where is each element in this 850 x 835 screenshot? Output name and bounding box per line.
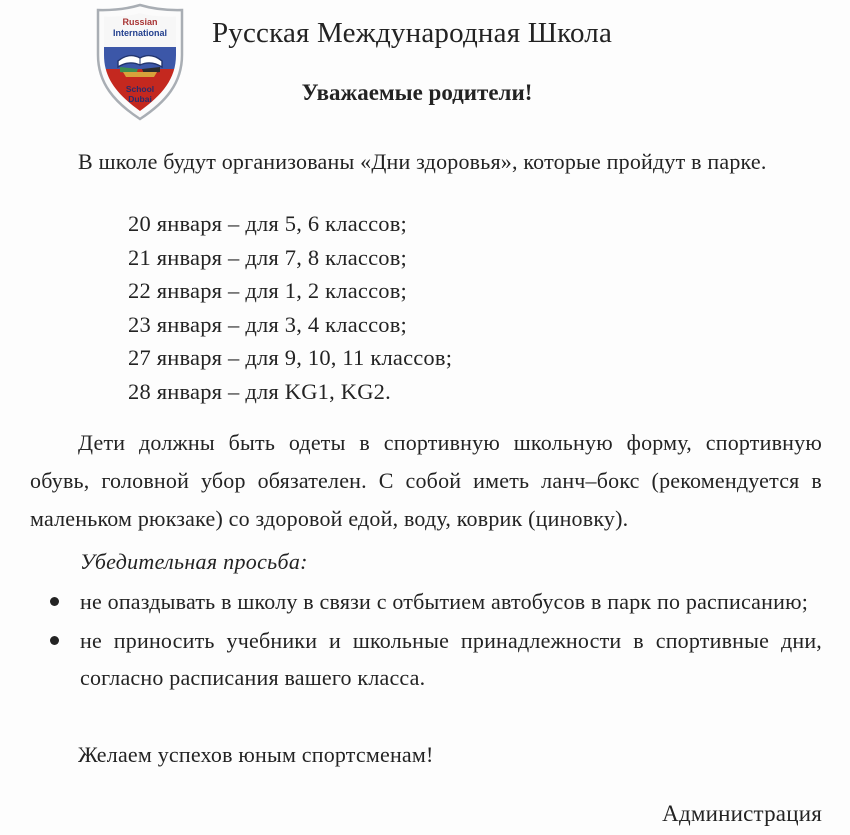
request-heading: Убедительная просьба: (80, 549, 308, 574)
schedule-item: 27 января – для 9, 10, 11 классов; (128, 345, 453, 370)
closing-line: Желаем успехов юным спортсменам! (78, 742, 434, 767)
bullet-icon (50, 597, 59, 606)
list-item (50, 583, 822, 620)
bullet-icon (50, 636, 59, 645)
list-item (50, 622, 822, 696)
schedule-item: 22 января – для 1, 2 классов; (128, 278, 407, 303)
request-text: не опаздывать в школу в связи с отбытием автобусов в парк по расписанию; (80, 589, 809, 614)
crest-text-line3: School (125, 84, 155, 94)
crest-text-line1: Russian (122, 17, 158, 27)
salutation-heading: Уважаемые родители! (301, 80, 533, 105)
schedule-item: 28 января – для KG1, KG2. (128, 378, 391, 404)
crest-text-line4: Dubai (128, 94, 152, 104)
requirements-paragraph: Дети должны быть одеты в спортивную школьную форму, спортивную обувь, головной убор обязателен. С собой иметь ланч–бокс (рекомендуется в маленьком рюкзаке) со здоровой едой, воду, коврик (циновку). (30, 430, 822, 531)
schedule-item: 23 января – для 3, 4 классов; (128, 311, 407, 337)
schedule-item: 20 января – для 5, 6 классов; (128, 211, 407, 236)
signature-line: Администрация (662, 801, 822, 826)
schedule-item: 21 января – для 7, 8 классов; (128, 244, 407, 270)
request-list (50, 583, 822, 698)
request-text: не приносить учебники и школьные принадлежности в спортивные дни, согласно расписания вашего класса. (80, 628, 822, 690)
schedule-list (128, 207, 452, 408)
intro-paragraph: В школе будут организованы «Дни здоровья», которые пройдут в парке. (78, 149, 767, 174)
school-name-title: Русская Международная Школа (211, 17, 613, 49)
crest-text-line2: International (112, 28, 168, 38)
